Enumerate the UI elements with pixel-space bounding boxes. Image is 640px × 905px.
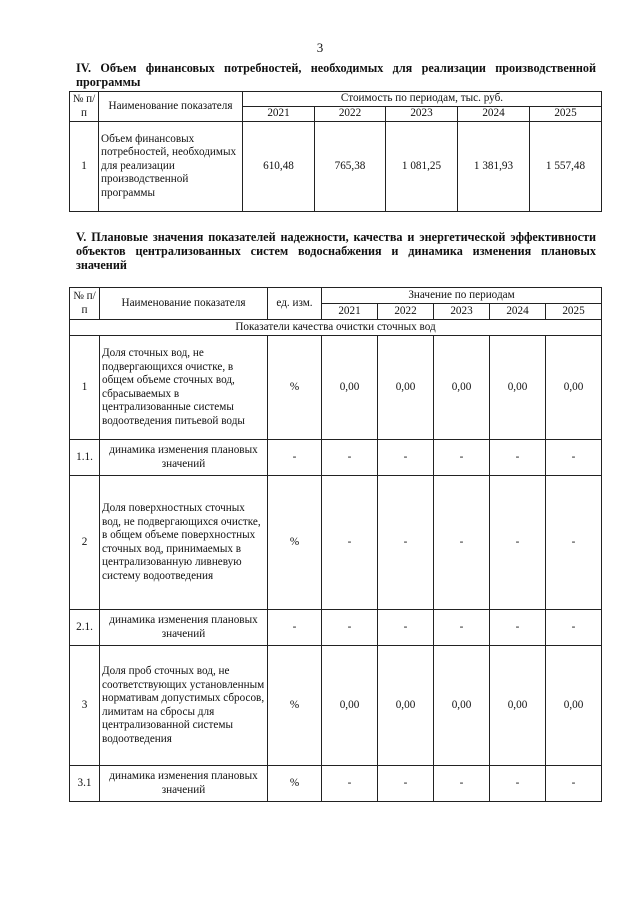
row-unit: % [268, 476, 322, 610]
row-unit: % [268, 766, 322, 802]
financial-needs-table [69, 91, 602, 212]
year-header: 2023 [386, 107, 458, 122]
col-header-group: Стоимость по периодам, тыс. руб. [243, 92, 602, 107]
row-value: - [378, 476, 434, 610]
row-value: 0,00 [322, 336, 378, 440]
row-value: 0,00 [434, 646, 490, 766]
year-header: 2022 [315, 107, 386, 122]
row-value: - [546, 476, 602, 610]
row-value: 0,00 [490, 336, 546, 440]
row-value: - [322, 476, 378, 610]
year-header: 2021 [243, 107, 315, 122]
year-header: 2022 [378, 304, 434, 320]
row-value: - [434, 610, 490, 646]
row-value: - [490, 440, 546, 476]
row-value: 0,00 [546, 336, 602, 440]
row-unit: - [268, 610, 322, 646]
year-header: 2025 [546, 304, 602, 320]
col-header-no: № п/п [70, 288, 100, 320]
row-value: 0,00 [378, 646, 434, 766]
row-value: 1 557,48 [530, 122, 602, 212]
row-value: - [490, 610, 546, 646]
row-value: - [322, 440, 378, 476]
col-header-group: Значение по периодам [322, 288, 602, 304]
row-name: Доля поверхностных сточных вод, не подвергающихся очистке, в общем объеме поверхностных сточных вод, принимаемых в централизованную ливневую систему водоотведения [100, 476, 268, 610]
row-value: - [434, 476, 490, 610]
row-no: 2.1. [70, 610, 100, 646]
row-value: - [378, 766, 434, 802]
indicators-table [69, 287, 602, 802]
row-value: 1 081,25 [386, 122, 458, 212]
row-value: - [322, 766, 378, 802]
table-row [70, 122, 602, 212]
year-header: 2023 [434, 304, 490, 320]
table-row [70, 476, 602, 610]
row-name: динамика изменения плановых значений [100, 766, 268, 802]
table-row [70, 766, 602, 802]
year-header: 2021 [322, 304, 378, 320]
row-no: 1 [70, 122, 99, 212]
year-header: 2024 [490, 304, 546, 320]
section-5-heading: V. Плановые значения показателей надежности, качества и энергетической эффективности объектов централизованных систем водоснабжения и динамика изменения плановых значений [76, 230, 596, 272]
row-value: 0,00 [378, 336, 434, 440]
row-value: - [434, 440, 490, 476]
year-header: 2025 [530, 107, 602, 122]
row-no: 3.1 [70, 766, 100, 802]
row-value: - [434, 766, 490, 802]
page-number: 3 [316, 40, 324, 55]
row-unit: % [268, 646, 322, 766]
row-unit: % [268, 336, 322, 440]
col-header-name: Наименование показателя [100, 288, 268, 320]
table-subheader: Показатели качества очистки сточных вод [70, 320, 602, 336]
year-header: 2024 [458, 107, 530, 122]
row-value: 0,00 [322, 646, 378, 766]
row-name: Доля проб сточных вод, не соответствующих установленным нормативам допустимых сбросов, лимитам на сбросы для централизованной системы водоотведения [100, 646, 268, 766]
row-value: - [546, 766, 602, 802]
row-no: 1 [70, 336, 100, 440]
row-no: 3 [70, 646, 100, 766]
row-value: - [490, 766, 546, 802]
row-value: 610,48 [243, 122, 315, 212]
row-value: - [546, 610, 602, 646]
row-no: 1.1. [70, 440, 100, 476]
col-header-unit: ед. изм. [268, 288, 322, 320]
row-name: Объем финансовых потребностей, необходимых для реализации производственной программы [99, 122, 243, 212]
col-header-name: Наименование показателя [99, 92, 243, 122]
row-value: 0,00 [546, 646, 602, 766]
row-name: динамика изменения плановых значений [100, 610, 268, 646]
table-row [70, 440, 602, 476]
row-name: Доля сточных вод, не подвергающихся очистке, в общем объеме сточных вод, сбрасываемых в централизованные системы водоотведения питьевой воды [100, 336, 268, 440]
row-value: - [322, 610, 378, 646]
table-row [70, 336, 602, 440]
row-value: 1 381,93 [458, 122, 530, 212]
table-row [70, 610, 602, 646]
row-value: 0,00 [490, 646, 546, 766]
row-name: динамика изменения плановых значений [100, 440, 268, 476]
row-value: 765,38 [315, 122, 386, 212]
row-value: 0,00 [434, 336, 490, 440]
row-value: - [490, 476, 546, 610]
row-no: 2 [70, 476, 100, 610]
row-unit: - [268, 440, 322, 476]
row-value: - [546, 440, 602, 476]
row-value: - [378, 440, 434, 476]
row-value: - [378, 610, 434, 646]
table-row [70, 646, 602, 766]
section-4-heading: IV. Объем финансовых потребностей, необходимых для реализации производственной программы [76, 61, 596, 89]
col-header-no: № п/п [70, 92, 99, 122]
